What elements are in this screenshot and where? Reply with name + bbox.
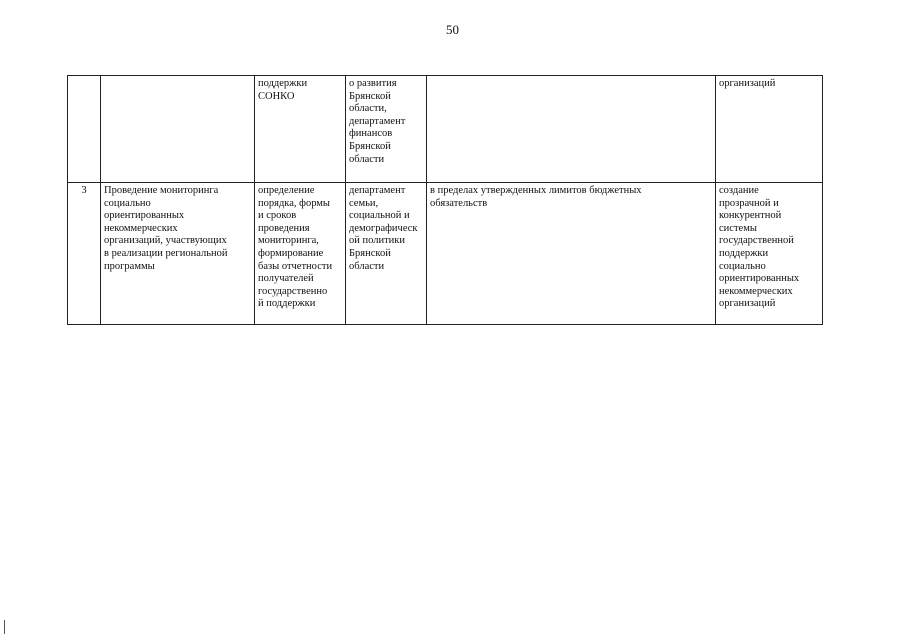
scan-artifact-mark bbox=[4, 620, 5, 634]
executor-cell: департамент семьи, социальной и демографическ ой политики Брянской области bbox=[346, 183, 427, 325]
program-events-table bbox=[67, 75, 823, 325]
table-row bbox=[68, 76, 823, 183]
event-name-cell: Проведение мониторинга социально ориентированных некоммерческих организаций, участвующих в реализации региональной программы bbox=[101, 183, 255, 325]
executor-cell: о развития Брянской области, департамент финансов Брянской области bbox=[346, 76, 427, 183]
table-row bbox=[68, 183, 823, 325]
row-number-cell: 3 bbox=[68, 183, 101, 325]
event-name-cell bbox=[101, 76, 255, 183]
event-content-cell: определение порядка, формы и сроков проведения мониторинга, формирование базы отчетности получателей государственно й поддержки bbox=[255, 183, 346, 325]
result-cell: создание прозрачной и конкурентной системы государственной поддержки социально ориентированных некоммерческих организаций bbox=[716, 183, 823, 325]
page-number: 50 bbox=[446, 22, 459, 37]
result-cell: организаций bbox=[716, 76, 823, 183]
financing-cell bbox=[427, 76, 716, 183]
row-number-cell bbox=[68, 76, 101, 183]
event-content-cell: поддержки СОНКО bbox=[255, 76, 346, 183]
financing-cell: в пределах утвержденных лимитов бюджетных обязательств bbox=[427, 183, 716, 325]
